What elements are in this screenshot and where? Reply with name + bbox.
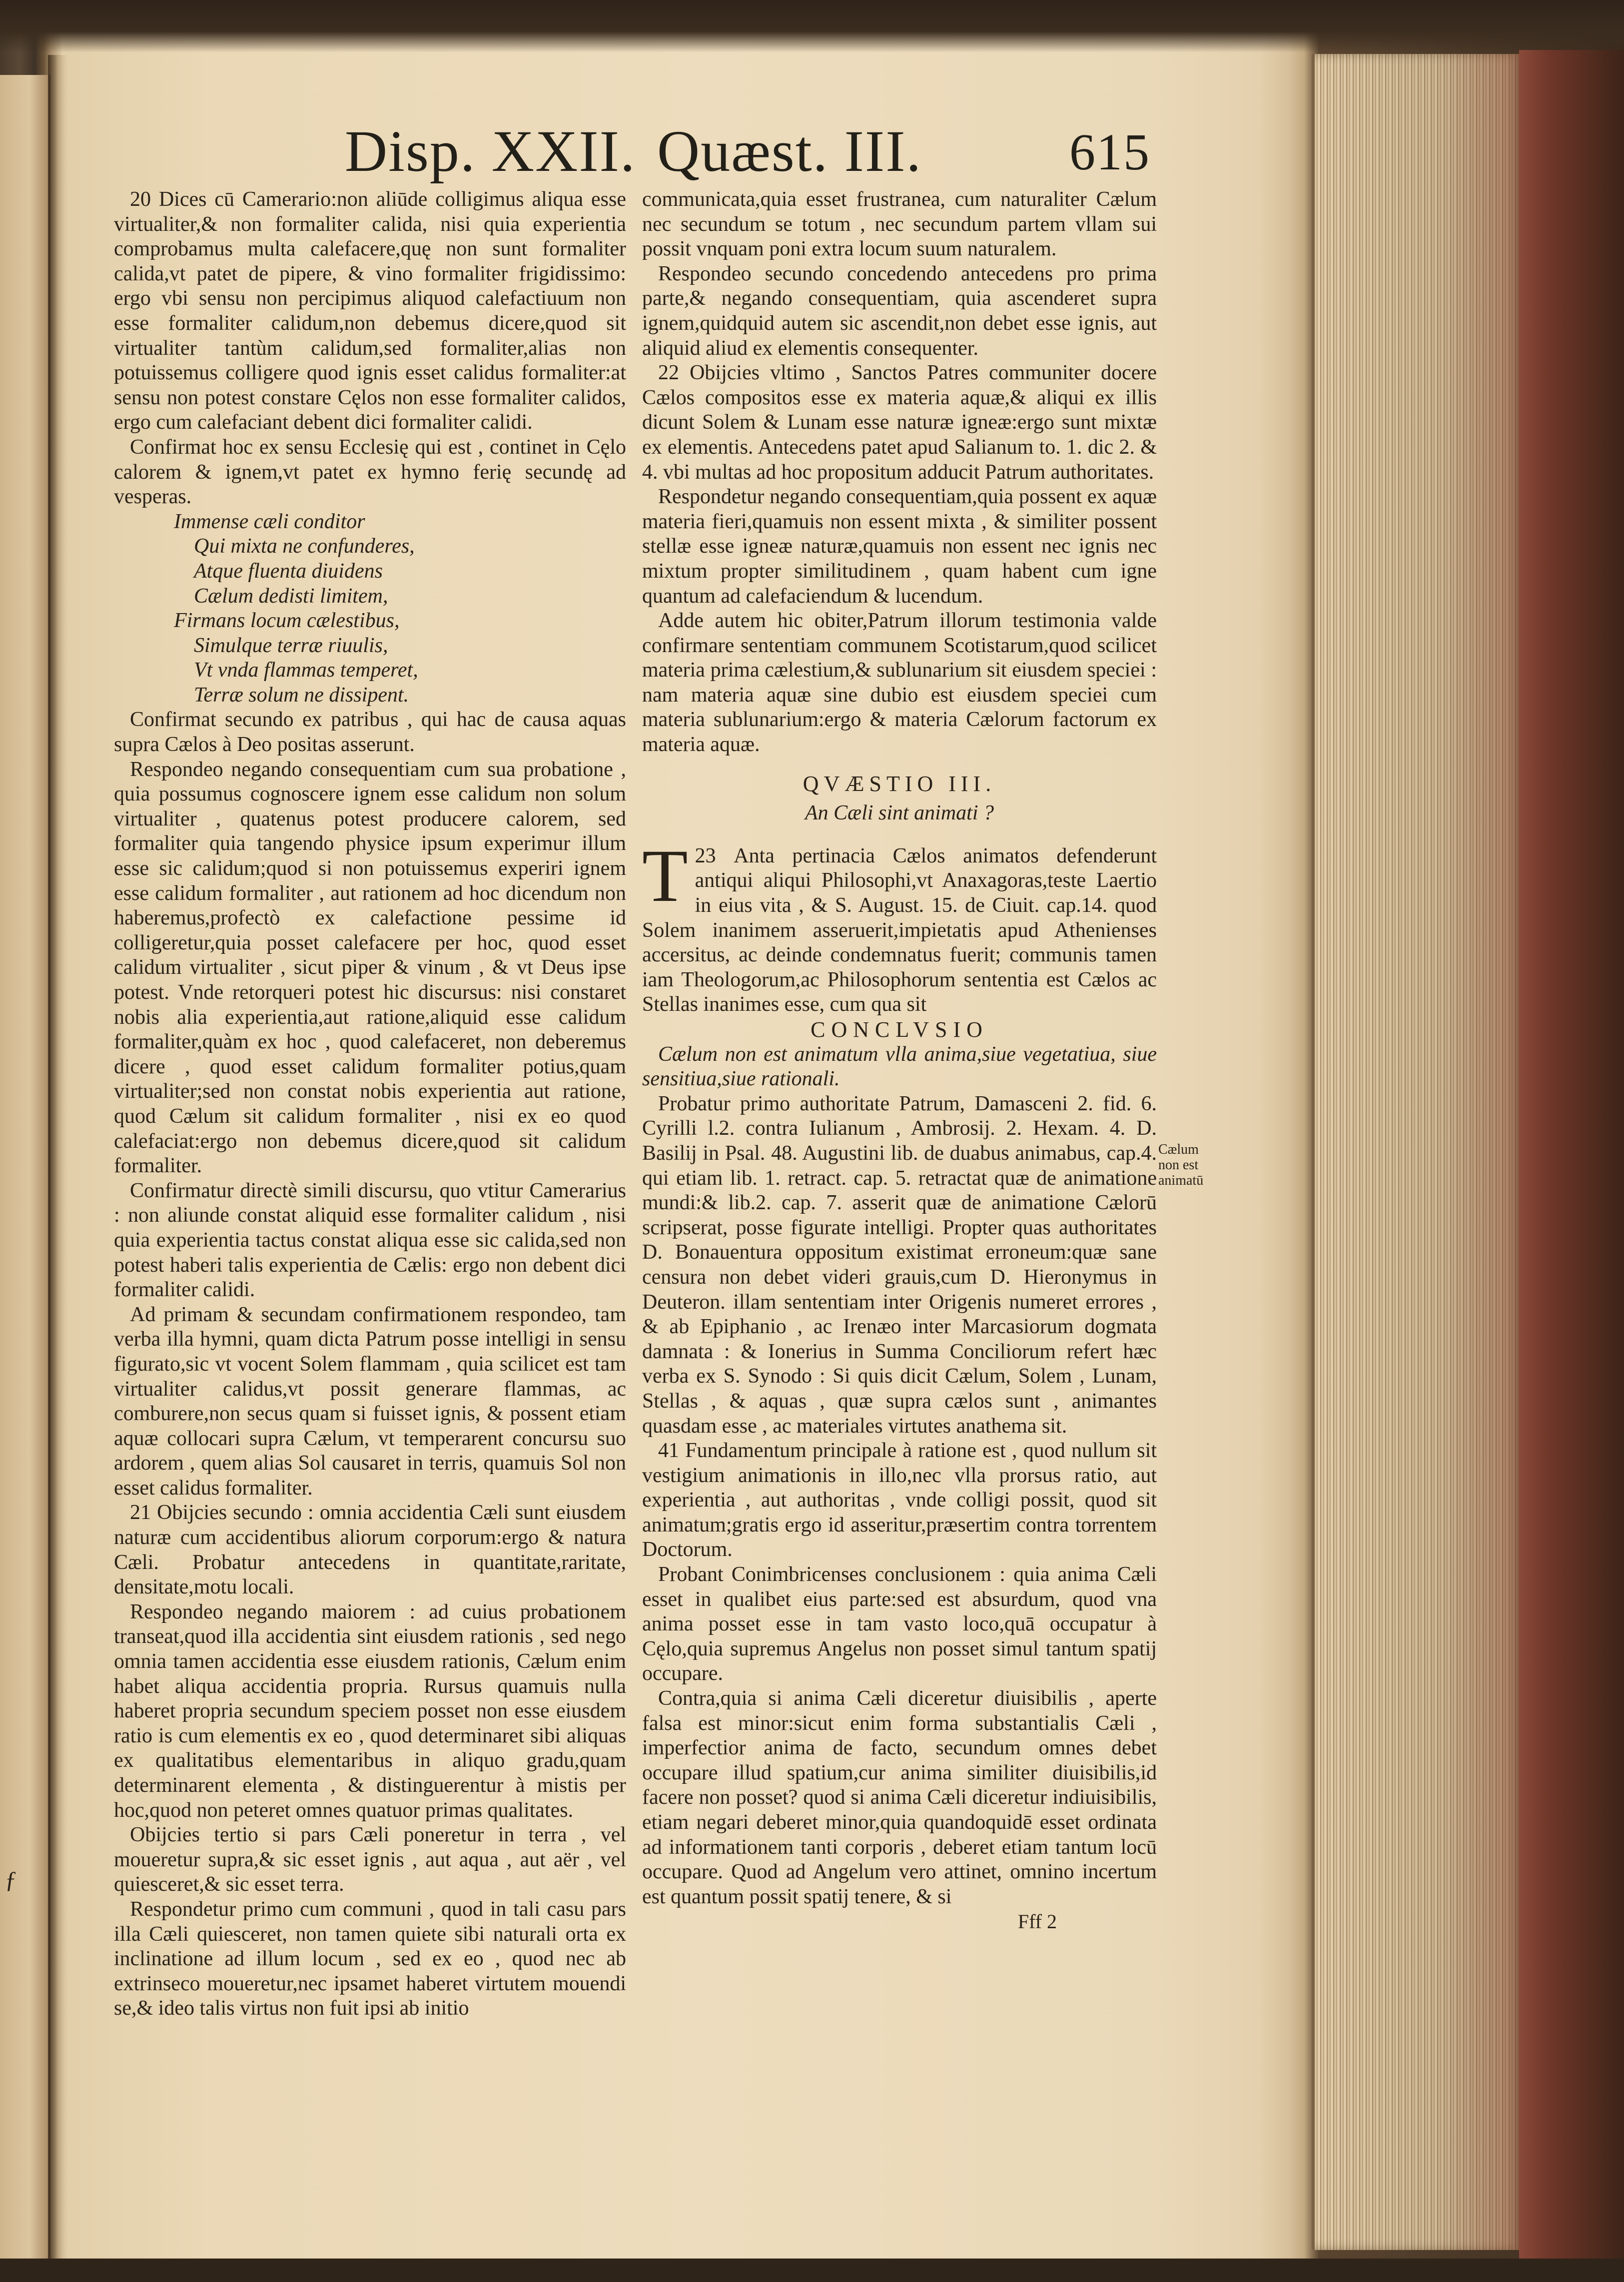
verse-line: Cælum dedisti limitem, (194, 584, 388, 608)
conclusio-text: Cælum non est animatum vlla anima,siue vegetatiua, siue sensitiua,siue rationali. (642, 1042, 1157, 1091)
book-cover-edge (1519, 50, 1624, 2282)
running-head-disp: Disp. XXII. (345, 118, 636, 184)
intro-text: Anta pertinacia Cælos animatos defenderunt antiqui aliqui Philosophi,vt Anaxagoras,teste Laertio in eius vita , & S. August. 15. de Ciuit. cap.14. quod Solem inanimem asseruerit,impietatis apud Athenienses accersitus, ac deinde condemnatus fuerit; communis tamen iam Theologorum,ac Philosophorum sententia est Cælos ac Stellas inanimes esse, cum qua sit (642, 844, 1157, 1016)
paragraph-number: 23 (695, 844, 716, 867)
signature-mark: Fff 2 (1017, 1910, 1057, 1933)
margin-note-line: animatū (1158, 1173, 1204, 1188)
margin-note-line: Cælum (1158, 1142, 1199, 1157)
paragraph: Probant Conimbricenses conclusionem : quia anima Cæli esset in qualibet eius parte:sed est absurdum, quod vna anima posset esse in tam vasto loco,quā occupatur à Cęlo,quia supremus Angelus non posset simul tantum spatij occupare. (642, 1563, 1157, 1685)
left-page-edge (0, 75, 50, 2264)
paragraph: Adde autem hic obiter,Patrum illorum testimonia valde confirmare sententiam communem Scotistarum,quod scilicet materia prima cælestium,& sublunarium sit eiusdem speciei : nam materia aquæ sine dubio est eiusdem speciei cum materia sublunarium:ergo & materia Cælorum factorum ex materia aquæ. (642, 609, 1157, 757)
verse-line: Firmans locum cælestibus, (174, 609, 400, 633)
verse-line: Vt vnda flammas temperet, (194, 659, 418, 682)
page-number: 615 (1069, 123, 1150, 181)
drop-capital: T (642, 834, 688, 917)
running-head-quaest: Quæst. III. (657, 118, 922, 184)
paragraph: Contra,quia si anima Cæli diceretur diuisibilis , aperte falsa est minor:sicut enim forma substantialis Cæli , imperfectior anima de facto, secundum omnes debet occupare illud spatium,cur anima similiter diuisibilis,id facere non posset? quod si anima Cæli diceretur indiuisibilis, etiam negari deberet minor,quia quandoquidē esset ordinata ad informationem tanti corporis , deberet etiam tantum locū occupare. Quod ad Angelum vero attinet, omnino incertum est quantum possit spatij tenere, & si (642, 1687, 1157, 1908)
quaestio-subtitle: An Cæli sint animati ? (805, 801, 994, 825)
paragraph: Respondeo negando maiorem : ad cuius probationem transeat,quod illa accidentia sint eiusdem rationis , sed nego omnia tamen accidentia esse eiusdem rationis, Cælum enim habet aliqua accidentia propria. Rursus quamuis nulla haberet propria secundum speciem posset non esse eiusdem ratio is cum elementis ex eo , quod determinaret sibi aliquas ex qualitatibus elementaribus in aliquo gradu,quam determinarent elementa , & distinguerentur à mistis per hoc,quod non peteret omnes quatuor primas qualitates. (114, 1600, 626, 1822)
conclusio-heading: CONCLVSIO (811, 1017, 988, 1042)
left-page-mark: ƒ (5, 1867, 17, 1893)
quaestio-intro (642, 834, 1157, 1017)
paragraph: Respondetur negando consequentiam,quia possent ex aquæ materia fieri,quamuis non essent mixta , & similiter possent stellæ esse igneæ naturæ,quamuis non essent nec ignis nec mixtum propter similitudinem , quam habent cum igne quantum ad calefaciendum & lucendum. (642, 485, 1157, 608)
paragraph: Respondeo negando consequentiam cum sua probatione , quia possumus cognoscere ignem esse calidum non solum virtualiter , quatenus potest producere calorem, sed formaliter quia tangendo physice ipsum experimur illum esse sic calidum;quod si non potuissemus experiri ignem esse calidum formaliter , aut rationem ad hoc dicendum non haberemus,profectò ex calefactione pessime id colligeretur,quia posset calefacere per hoc, quod esset calidum virtualiter , sicut piper & vinum , & vt Deus ipse potest. Vnde retorqueri potest hic discursus: nisi constaret nobis alia experientia,aut ratione,aliquid esse calidum formaliter,quàm ex hoc , quod calefaceret, non deberemus dicere , quod esset calidum formaliter potius,quam virtualiter;sed non constat nobis experientia aut ratione, quod Cælum sit calidum formaliter , nisi ex eo quod calefaciat:ergo non debemus dicere,quod sit calidum formaliter. (114, 758, 626, 1178)
paragraph: communicata,quia esset frustranea, cum naturaliter Cælum nec secundum se totum , nec secundum partem vllam sui possit vnquam poni extra locum suum naturalem. (642, 188, 1157, 261)
paragraph: Ad primam & secundam confirmationem respondeo, tam verba illa hymni, quam dicta Patrum posse intelligi in sensu figurato,sic vt vocent Solem flammam , quia scilicet est tam virtualiter calidus,vt possit generare flammas, ac comburere,non secus quam si fuisset ignis, & possent etiam aquæ collocari supra Cælum, vt temperarent concursu suo ardorem , quem alias Sol causaret in terris, quamuis Sol non esset calidus formaliter. (114, 1303, 626, 1500)
verse-line: Immense cæli conditor (174, 510, 365, 533)
page-edges-shade (1312, 54, 1522, 2250)
paragraph: Probatur primo authoritate Patrum, Damasceni 2. fid. 6. Cyrilli l.2. contra Iulianum , Ambrosij. 2. Hexam. 4. D. Basilij in Psal. 48. Augustini lib. de duabus animabus, cap.4. qui etiam lib. 1. retract. cap. 5. retractat quæ de animatione mundi:& lib.2. cap. 7. asserit quæ de animatione Cælorū scripserat, posse figurate intelligi. Propter quas authoritates D. Bonauentura oppositum existimat erroneum:quæ sane censura non debet videri grauis,cum D. Hieronymus in Deuteron. illam sententiam inter Origenis numeret errores , & ab Epiphanio , ac Irenæo inter Marcasiorum dogmata damnata : & Ionerius in Summa Conciliorum refert hæc verba ex S. Synodo : Si quis dicit Cælum, Solem , Lunam, Stellas , & aquas , quæ supra cælos sunt , animantes quasdam esse , ac materiales virtutes anathema sit. (642, 1092, 1157, 1438)
marginal-note (1158, 1142, 1218, 1188)
paragraph: 20 Dices cū Camerario:non aliūde colligimus aliqua esse virtualiter,& non formaliter calida, nisi quia experientia comprobamus multa calefacere,quę non sunt formaliter calida,vt patet de pipere, & vino formaliter frigidissimo: ergo vbi sensu non percipimus aliquod calefactiuum non esse formaliter calidum,non debemus dicere,quod sit virtualiter tantùm calidum,sed formaliter,alias non potuissemus colligere quod ignis esset calidus formaliter:at sensu non potest constare Cęlos non esse formaliter calidos, ergo cum calefaciant debent dici formaliter calidi. (114, 188, 626, 434)
right-column (642, 187, 1157, 1934)
paragraph: Confirmatur directè simili discursu, quo vtitur Camerarius : non aliunde constat aliquid esse formaliter calidum , nisi quia experientia tactus constat aliqua esse sic calida,sed non potest haberi talis experientia de Cælis: ergo non debent dici formaliter calidi. (114, 1179, 626, 1302)
paragraph: Confirmat secundo ex patribus , qui hac de causa aquas supra Cælos à Deo positas asserunt. (114, 708, 626, 757)
paragraph: Respondetur primo cum communi , quod in tali casu pars illa Cæli quiesceret, non tamen quiete sibi naturali orta ex inclinatione ad illum locum , sed ex eo , quod nec ab extrinseco moueretur,nec ipsamet haberet virtutem mouendi se,& ideo talis virtus non fuit ipsi ab initio (114, 1897, 626, 2020)
paragraph: 21 Obijcies secundo : omnia accidentia Cæli sunt eiusdem naturæ cum accidentibus aliorum corporum:ergo & natura Cæli. Probatur antecedens in quantitate,raritate, densitate,motu locali. (114, 1501, 626, 1599)
margin-note-line: non est (1158, 1157, 1199, 1173)
left-column (114, 187, 626, 2021)
hymn-verse (174, 510, 626, 708)
verse-line: Qui mixta ne confunderes, (194, 535, 415, 558)
background-bottom (0, 2259, 1624, 2282)
background-top (0, 0, 1624, 52)
paragraph: 22 Obijcies vltimo , Sanctos Patres communiter docere Cælos compositos esse ex materia aquæ,& aliqui ex illis dicunt Solem & Lunam esse naturæ igneæ:ergo sunt mixtæ ex elementis. Antecedens patet apud Salianum to. 1. dic 2. & 4. vbi multas ad hoc propositum adducit Patrum authoritates. (642, 361, 1157, 484)
paragraph: Respondeo secundo concedendo antecedens pro prima parte,& negando consequentiam, quia ascenderet supra ignem,quidquid autem sic ascendit,non debet esse ignis, aut aliquid aliud ex elementis consequenter. (642, 262, 1157, 360)
verse-line: Atque fluenta diuidens (194, 559, 383, 583)
paragraph: Obijcies tertio si pars Cæli poneretur in terra , vel moueretur supra,& sic esset ignis , aut aqua , aut aër , vel quiesceret,& sic esset terra. (114, 1823, 626, 1896)
paragraph: 41 Fundamentum principale à ratione est , quod nullum sit vestigium animationis in illo,nec vlla prorsus ratio, aut experientia , aut authoritas , vnde colligi possit, quod sit animatum;gratis ergo id asseritur,præsertim contra torrentem Doctorum. (642, 1439, 1157, 1561)
paragraph: Confirmat hoc ex sensu Ecclesię qui est , continet in Cęlo calorem & ignem,vt patet ex hymno ferię secundę ad vesperas. (114, 435, 626, 509)
verse-line: Simulque terræ riuulis, (194, 634, 388, 657)
verse-line: Terræ solum ne dissipent. (194, 683, 409, 707)
quaestio-title: QVÆSTIO III. (803, 771, 996, 796)
